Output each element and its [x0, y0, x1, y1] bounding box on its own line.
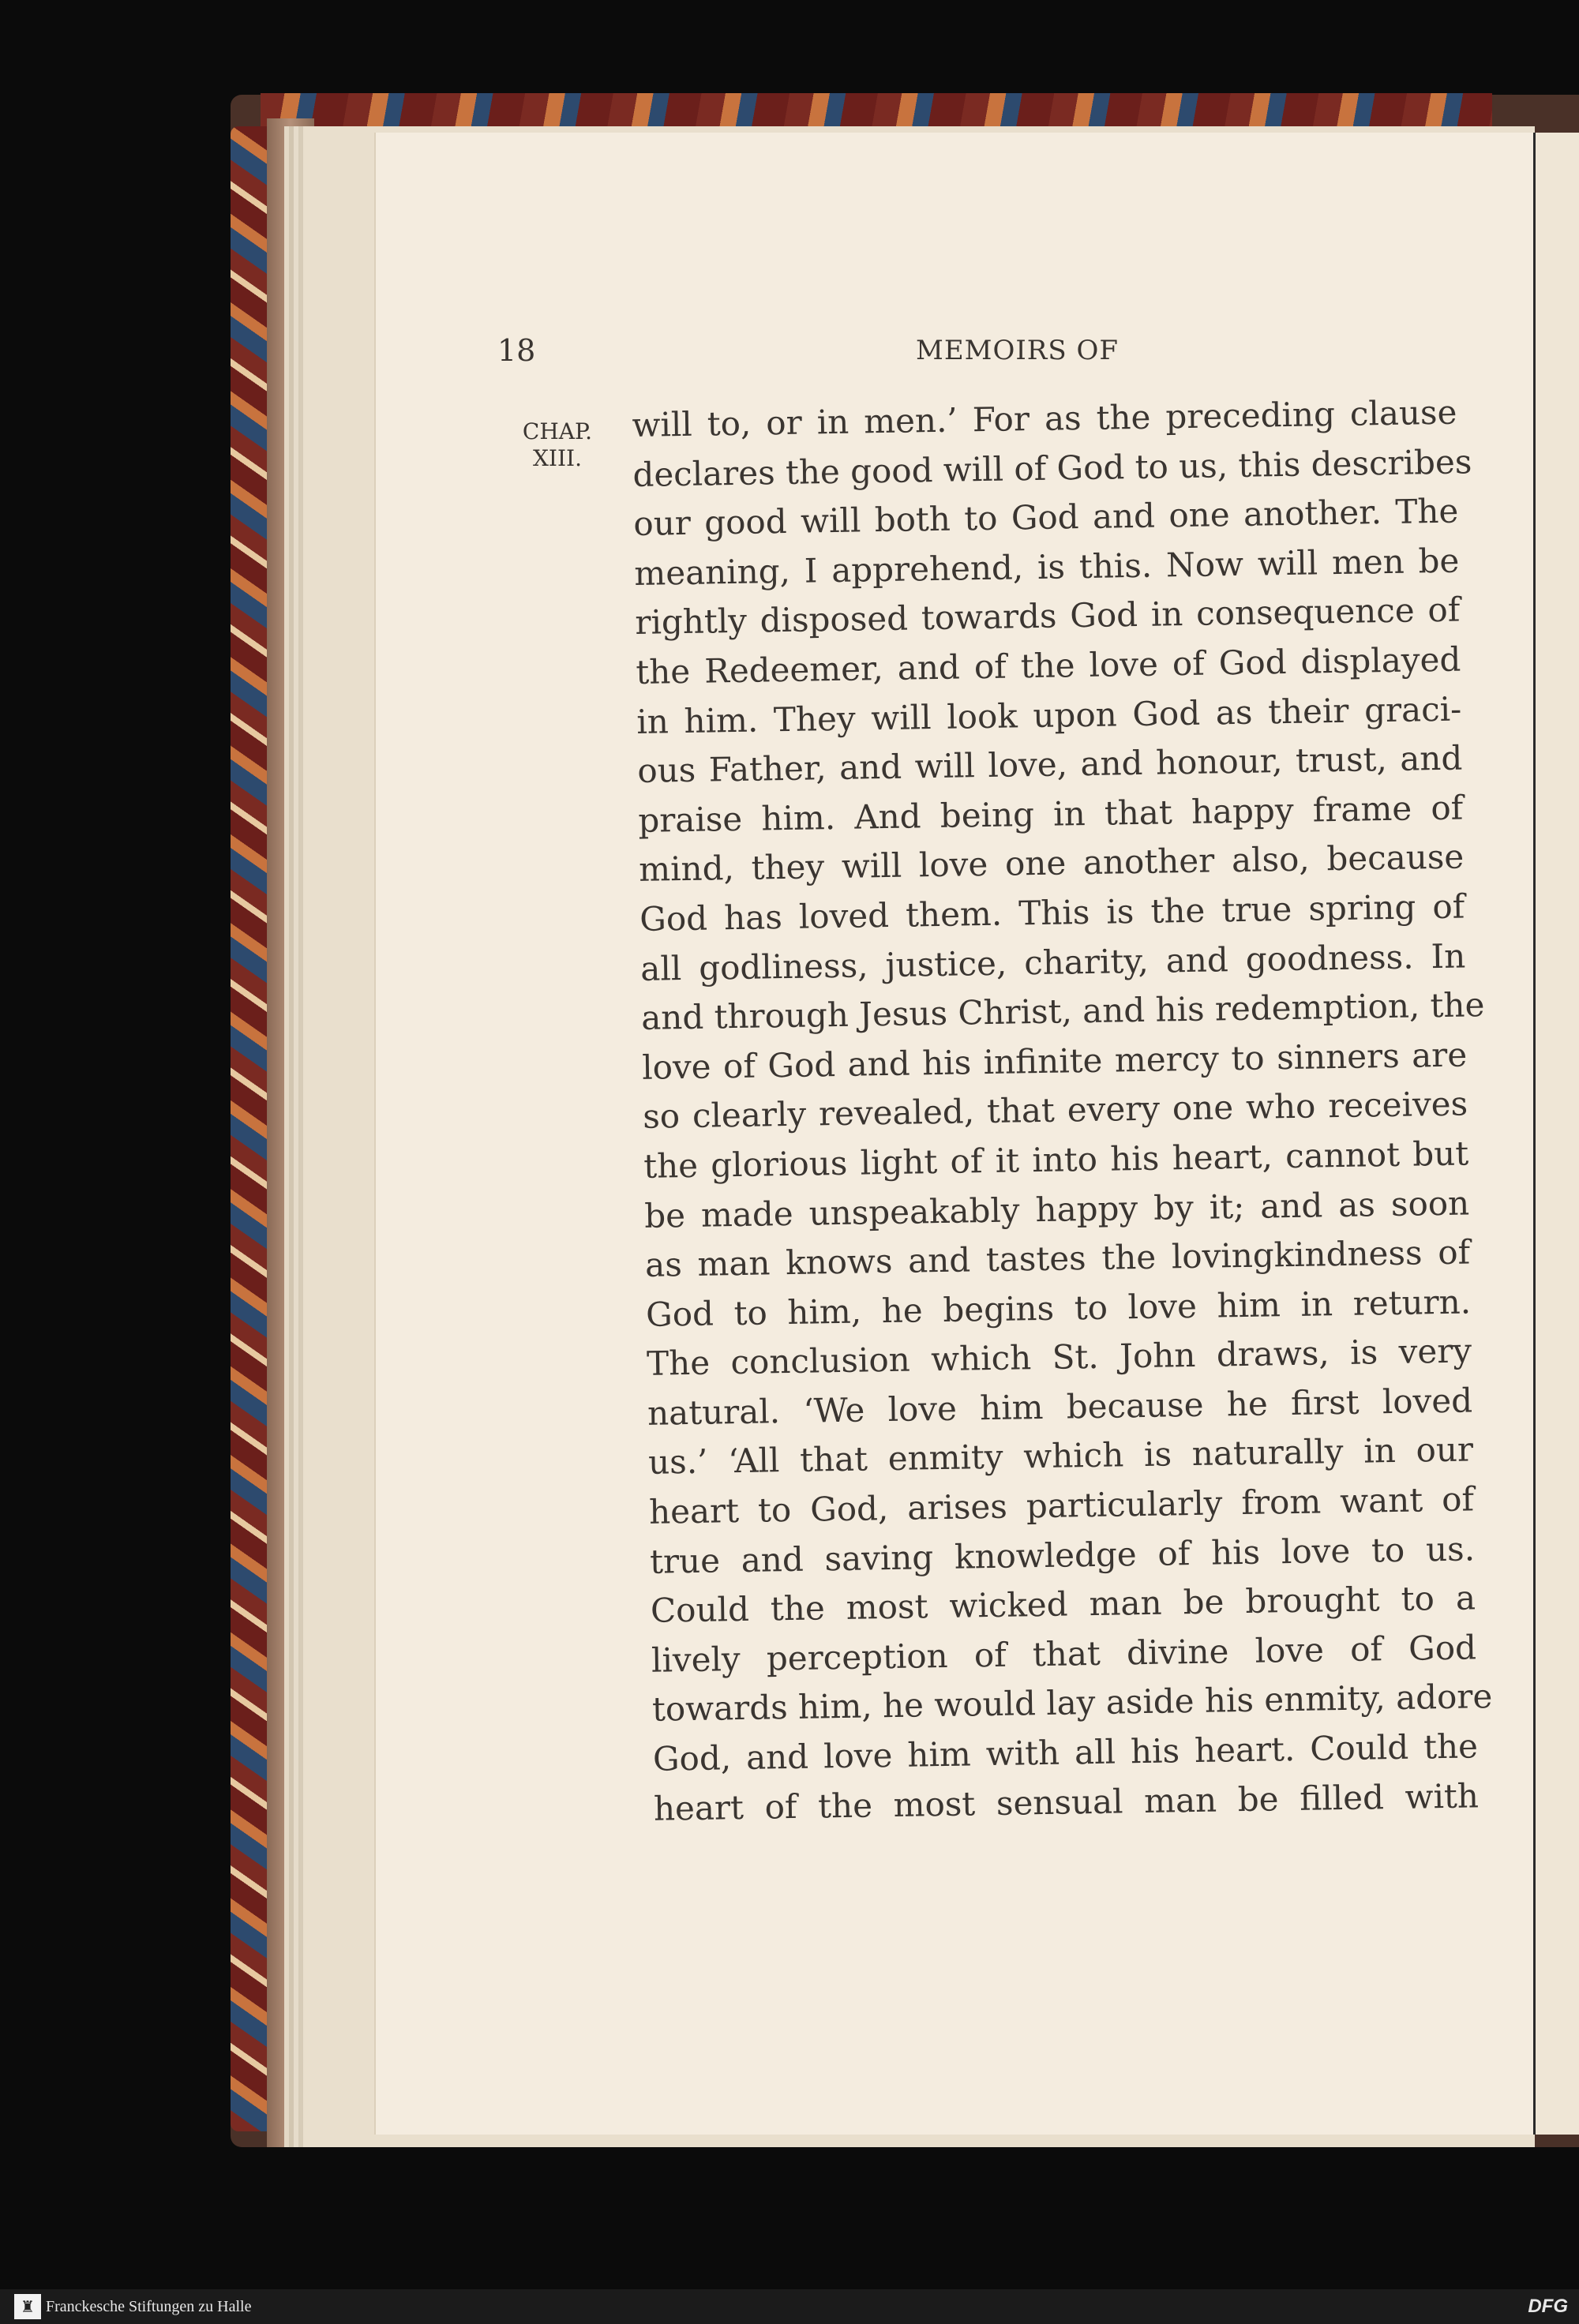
text-line: and through Jesus Christ, and his redemption, the: [640, 985, 1485, 1038]
text-line: will to, or in men.’ For as the preceding clause: [632, 392, 1457, 444]
body-text: [632, 388, 1493, 1834]
marbled-edge-top: [261, 93, 1492, 129]
text-line: in him. They will look upon God as their graci-: [636, 689, 1462, 741]
institution-name: Franckesche Stiftungen zu Halle: [46, 2298, 252, 2315]
text-line: be made unspeakably happy by it; and as soon: [643, 1183, 1470, 1235]
text-line: ous Father, and will love, and honour, trust, and: [636, 738, 1463, 791]
text-line: towards him, he would lay aside his enmity, adore: [651, 1677, 1493, 1730]
text-line: meaning, I apprehend, is this. Now will men be: [634, 541, 1460, 593]
text-line: the Redeemer, and of the love of God displayed: [636, 639, 1461, 692]
text-line: true and saving knowledge of his love to us.: [649, 1529, 1476, 1581]
text-line: God, and love him with all his heart. Could the: [652, 1726, 1479, 1779]
running-title: MEMOIRS OF: [916, 335, 1119, 366]
text-line: all godliness, justice, charity, and goodness. In: [639, 936, 1466, 988]
text-line: rightly disposed towards God in consequence of: [635, 590, 1461, 643]
text-line: our good will both to God and one another. The: [633, 491, 1459, 544]
text-line: declares the good will of God to us, this describes: [632, 441, 1472, 494]
text-line: lively perception of that divine love of God: [651, 1628, 1477, 1680]
text-line: God to him, he begins to love him in return.: [645, 1282, 1472, 1334]
chapter-number: XIII.: [532, 445, 582, 471]
facing-page-edge: [1533, 133, 1579, 2135]
text-line: The conclusion which St. John draws, is very: [646, 1331, 1472, 1384]
text-line: Could the most wicked man be brought to a: [650, 1578, 1476, 1631]
dfg-logo: DFG: [1528, 2296, 1568, 2317]
institution-logo-icon: ♜: [14, 2294, 41, 2319]
text-line: the glorious light of it into his heart, cannot but: [643, 1134, 1469, 1186]
chapter-label: CHAP.: [522, 418, 593, 444]
text-line: praise him. And being in that happy frame of: [637, 788, 1464, 840]
text-line: God has loved them. This is the true spring of: [639, 886, 1465, 939]
text-line: so clearly revealed, that every one who receives: [642, 1084, 1468, 1137]
text-line: us.’ ‘All that enmity which is naturally in our: [647, 1430, 1474, 1482]
text-line: as man knows and tastes the lovingkindness of: [644, 1232, 1471, 1284]
text-line: natural. ‘We love him because he first loved: [647, 1381, 1473, 1433]
page-number: 18: [497, 333, 536, 368]
text-line: heart to God, arises particularly from want of: [648, 1479, 1475, 1531]
text-line: love of God and his infinite mercy to sinners are: [641, 1035, 1468, 1087]
text-line: heart of the most sensual man be filled with: [653, 1775, 1480, 1828]
chapter-margin-note: [513, 418, 602, 472]
text-line: mind, they will love one another also, because: [638, 837, 1465, 890]
